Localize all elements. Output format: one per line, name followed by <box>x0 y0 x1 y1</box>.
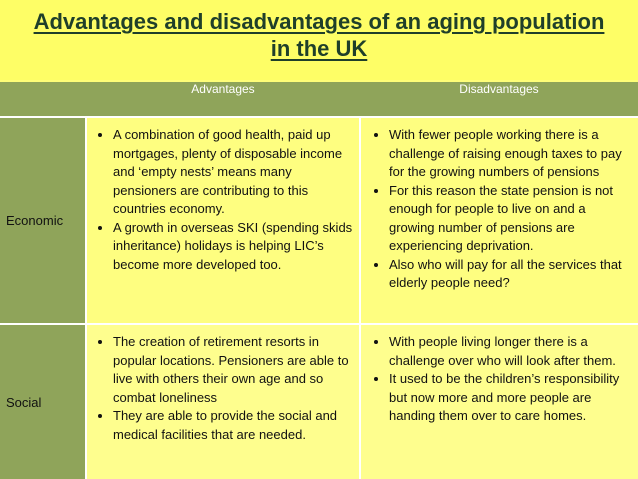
list-item: • With people living longer there is a challenge over who will look after them. <box>389 333 632 370</box>
header-advantages: Advantages <box>86 82 360 117</box>
list-item: • For this reason the state pension is not enough for people to live on and a growing number of pensions are experiencing deprivation. <box>389 182 632 256</box>
list-item: • Also who will pay for all the services that elderly people need? <box>389 256 632 293</box>
list-item: • They are able to provide the social and medical facilities that are needed. <box>113 407 353 444</box>
cell-economic-disadvantages <box>360 117 638 324</box>
table-row-economic <box>0 117 638 324</box>
slide-title-line-1: Advantages and disadvantages of an aging population <box>33 9 605 34</box>
bullet-list <box>361 325 638 426</box>
comparison-table <box>0 82 638 479</box>
row-label-social: Social <box>0 324 86 479</box>
list-item: • A combination of good health, paid up mortgages, plenty of disposable income and ‘empty nests’ means many pensioners are contributing to this countries economy. <box>113 126 353 219</box>
list-item: • The creation of retirement resorts in popular locations. Pensioners are able to live with others their own age and so combat loneliness <box>113 333 353 407</box>
bullet-list <box>361 118 638 293</box>
cell-economic-advantages <box>86 117 360 324</box>
list-item: • With fewer people working there is a challenge of raising enough taxes to pay for the growing numbers of pensions <box>389 126 632 182</box>
row-label-economic: Economic <box>0 117 86 324</box>
table-header-row <box>0 82 638 117</box>
bullet-list <box>87 118 359 274</box>
title-area <box>0 0 638 80</box>
cell-social-disadvantages <box>360 324 638 479</box>
bullet-list <box>87 325 359 444</box>
table-row-social <box>0 324 638 479</box>
list-item: • It used to be the children’s responsibility but now more and more people are handing them over to care homes. <box>389 370 632 426</box>
slide-title <box>0 8 638 62</box>
slide-title-line-2: in the UK <box>270 36 368 61</box>
header-disadvantages: Disadvantages <box>360 82 638 117</box>
list-item: • A growth in overseas SKI (spending skids inheritance) holidays is helping LIC’s become more developed too. <box>113 219 353 275</box>
table-corner-cell <box>0 82 86 117</box>
cell-social-advantages <box>86 324 360 479</box>
